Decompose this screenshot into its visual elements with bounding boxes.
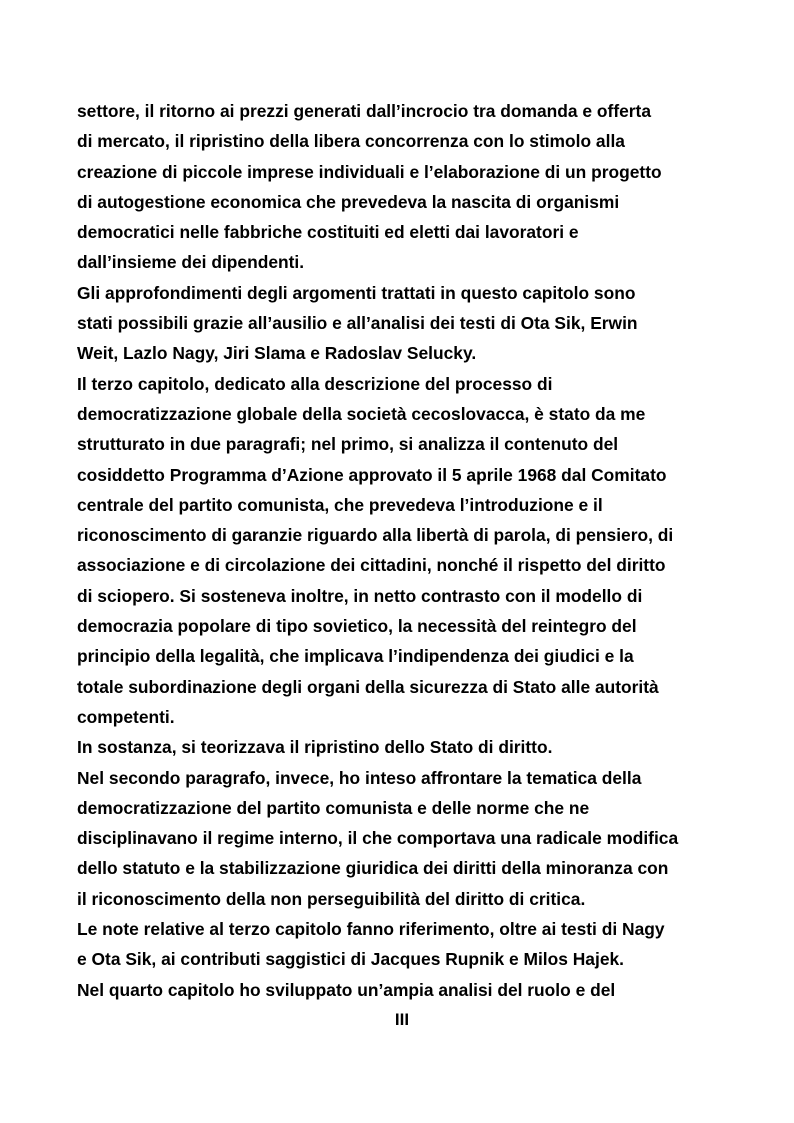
text-line: strutturato in due paragrafi; nel primo, si analizza il contenuto del <box>77 434 619 455</box>
text-line: democratizzazione globale della società cecoslovacca, è stato da me <box>77 403 646 424</box>
text-line: disciplinavano il regime interno, il che comportava una radicale modifica <box>77 828 679 849</box>
text-line: e Ota Sik, ai contributi saggistici di Jacques Rupnik e Milos Hajek. <box>77 949 624 970</box>
text-line: creazione di piccole imprese individuali e l’elaborazione di un progetto <box>77 161 662 182</box>
text-line: di sciopero. Si sosteneva inoltre, in netto contrasto con il modello di <box>77 585 643 606</box>
text-line: cosiddetto Programma d’Azione approvato il 5 aprile 1968 dal Comitato <box>77 464 667 485</box>
text-line: settore, il ritorno ai prezzi generati dall’incrocio tra domanda e offerta <box>77 101 652 121</box>
text-line: democratici nelle fabbriche costituiti ed eletti dai lavoratori e <box>77 222 579 243</box>
text-line: Il terzo capitolo, dedicato alla descrizione del processo di <box>77 373 553 394</box>
text-line: democrazia popolare di tipo sovietico, la necessità del reintegro del <box>77 616 637 637</box>
text-line: democratizzazione del partito comunista e delle norme che ne <box>77 797 590 818</box>
text-line: di mercato, il ripristino della libera concorrenza con lo stimolo alla <box>77 131 625 152</box>
text-line: Nel secondo paragrafo, invece, ho inteso affrontare la tematica della <box>77 767 642 788</box>
text-line: Gli approfondimenti degli argomenti trattati in questo capitolo sono <box>77 282 636 303</box>
text-line: stati possibili grazie all’ausilio e all’analisi dei testi di Ota Sik, Erwin <box>77 313 638 334</box>
text-line: In sostanza, si teorizzava il ripristino dello Stato di diritto. <box>77 737 553 758</box>
text-line: centrale del partito comunista, che prevedeva l’introduzione e il <box>77 494 603 515</box>
body-text <box>77 96 737 1005</box>
text-line: di autogestione economica che prevedeva la nascita di organismi <box>77 191 620 212</box>
page-number: III <box>394 1010 410 1029</box>
text-line: il riconoscimento della non perseguibilità del diritto di critica. <box>77 888 586 909</box>
text-line: dello statuto e la stabilizzazione giuridica dei diritti della minoranza con <box>77 858 669 879</box>
text-line: principio della legalità, che implicava l’indipendenza dei giudici e la <box>77 646 634 667</box>
text-line: associazione e di circolazione dei cittadini, nonché il rispetto del diritto <box>77 555 666 576</box>
text-line: Nel quarto capitolo ho sviluppato un’ampia analisi del ruolo e del <box>77 979 616 1000</box>
text-line: Weit, Lazlo Nagy, Jiri Slama e Radoslav Selucky. <box>77 343 477 364</box>
text-line: competenti. <box>77 706 175 727</box>
text-line: totale subordinazione degli organi della sicurezza di Stato alle autorità <box>77 676 659 697</box>
text-line: riconoscimento di garanzie riguardo alla libertà di parola, di pensiero, di <box>77 525 674 546</box>
text-line: dall’insieme dei dipendenti. <box>77 252 305 273</box>
text-line: Le note relative al terzo capitolo fanno riferimento, oltre ai testi di Nagy <box>77 919 665 940</box>
